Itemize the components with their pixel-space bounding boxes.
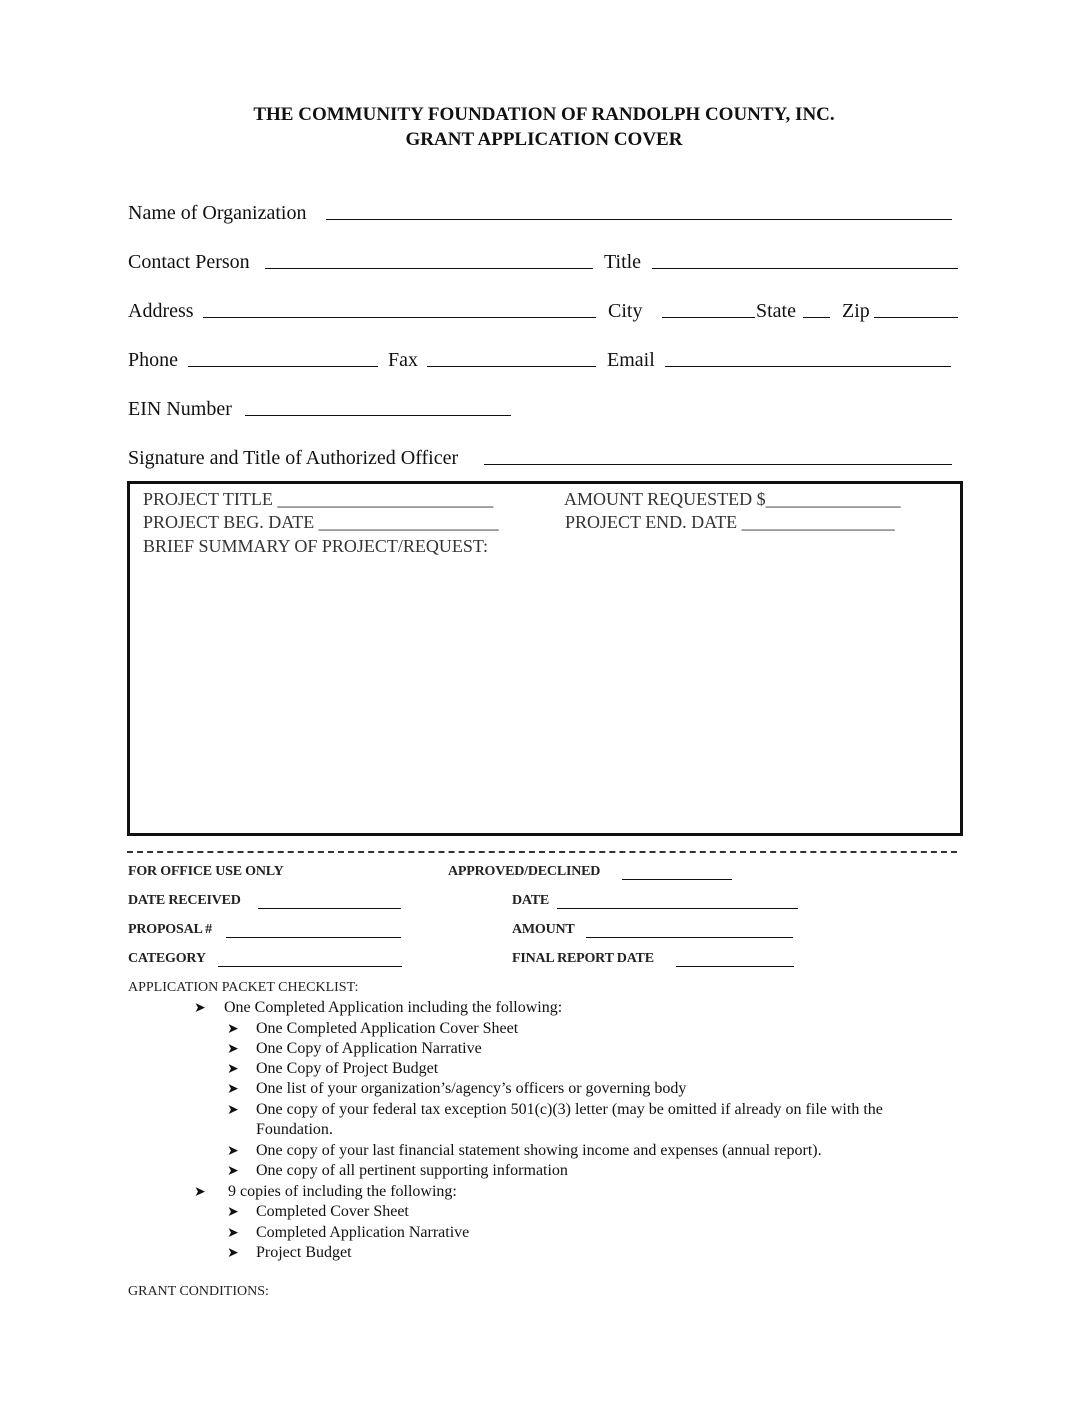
project-end-date-label[interactable]: PROJECT END. DATE _________________ <box>565 512 895 532</box>
title-field[interactable] <box>652 268 958 269</box>
ein-number-field[interactable] <box>245 415 511 416</box>
chevron-right-icon: ➤ <box>227 1103 239 1118</box>
amount-field[interactable] <box>586 937 793 938</box>
checklist-item: One Copy of Project Budget <box>256 1060 439 1077</box>
chevron-right-icon: ➤ <box>227 1042 239 1057</box>
proposal-label: PROPOSAL # <box>128 922 212 937</box>
phone-label: Phone <box>128 349 178 371</box>
city-field[interactable] <box>662 317 755 318</box>
state-label: State <box>756 300 796 322</box>
email-label: Email <box>607 349 655 371</box>
chevron-right-icon: ➤ <box>227 1205 239 1220</box>
final-report-date-field[interactable] <box>676 966 794 967</box>
zip-field[interactable] <box>874 317 958 318</box>
checklist-item: One list of your organization’s/agency’s officers or governing body <box>256 1080 687 1097</box>
project-box <box>127 481 963 836</box>
date-field[interactable] <box>557 908 798 909</box>
chevron-right-icon: ➤ <box>227 1246 239 1261</box>
date-label: DATE <box>512 893 550 908</box>
checklist-item: One Copy of Application Narrative <box>256 1040 482 1057</box>
document-subtitle: GRANT APPLICATION COVER <box>405 129 683 150</box>
final-report-date-label: FINAL REPORT DATE <box>512 951 654 966</box>
checklist-item: Project Budget <box>256 1244 352 1261</box>
checklist-item-continued: Foundation. <box>256 1121 333 1138</box>
amount-requested-label[interactable]: AMOUNT REQUESTED $_______________ <box>564 489 901 509</box>
ein-number-label: EIN Number <box>128 398 232 420</box>
contact-person-label: Contact Person <box>128 251 250 273</box>
name-of-organization-label: Name of Organization <box>128 202 307 224</box>
chevron-right-icon: ➤ <box>227 1144 239 1159</box>
checklist-item: One copy of all pertinent supporting information <box>256 1162 568 1179</box>
address-field[interactable] <box>203 317 596 318</box>
chevron-right-icon: ➤ <box>227 1226 239 1241</box>
office-divider <box>127 851 957 853</box>
brief-summary-label: BRIEF SUMMARY OF PROJECT/REQUEST: <box>143 536 489 556</box>
approved-declined-field[interactable] <box>622 879 732 880</box>
date-received-label: DATE RECEIVED <box>128 893 241 908</box>
chevron-right-icon: ➤ <box>227 1022 239 1037</box>
for-office-use-only-label: FOR OFFICE USE ONLY <box>128 864 284 879</box>
project-beg-date-label[interactable]: PROJECT BEG. DATE ____________________ <box>143 512 499 532</box>
category-label: CATEGORY <box>128 951 206 966</box>
title-label: Title <box>604 251 642 273</box>
fax-label: Fax <box>388 349 418 371</box>
proposal-field[interactable] <box>226 937 401 938</box>
chevron-right-icon: ➤ <box>194 1185 206 1200</box>
checklist-item: One Completed Application Cover Sheet <box>256 1020 519 1037</box>
fax-field[interactable] <box>427 366 596 367</box>
checklist-heading: APPLICATION PACKET CHECKLIST: <box>128 980 359 995</box>
email-field[interactable] <box>665 366 951 367</box>
name-of-organization-field[interactable] <box>326 219 952 220</box>
signature-field[interactable] <box>484 464 952 465</box>
checklist-item: Completed Cover Sheet <box>256 1203 409 1220</box>
checklist-item: One copy of your last financial statement showing income and expenses (annual report). <box>256 1142 822 1159</box>
contact-person-field[interactable] <box>265 268 593 269</box>
checklist-group-1: One Completed Application including the following: <box>224 999 563 1016</box>
project-title-label[interactable]: PROJECT TITLE ________________________ <box>143 489 494 509</box>
phone-field[interactable] <box>188 366 378 367</box>
document-title: THE COMMUNITY FOUNDATION OF RANDOLPH COUNTY, INC. <box>253 104 835 125</box>
approved-declined-label: APPROVED/DECLINED <box>448 864 601 879</box>
amount-label: AMOUNT <box>512 922 575 937</box>
checklist-item: One copy of your federal tax exception 501(c)(3) letter (may be omitted if already on file with the <box>256 1101 883 1118</box>
checklist-group-2: 9 copies of including the following: <box>228 1183 457 1200</box>
chevron-right-icon: ➤ <box>227 1082 239 1097</box>
chevron-right-icon: ➤ <box>227 1164 239 1179</box>
address-label: Address <box>128 300 194 322</box>
signature-label: Signature and Title of Authorized Officer <box>128 447 459 469</box>
category-field[interactable] <box>218 966 402 967</box>
zip-label: Zip <box>842 300 870 322</box>
chevron-right-icon: ➤ <box>227 1062 239 1077</box>
grant-conditions-heading: GRANT CONDITIONS: <box>128 1284 269 1299</box>
checklist-item: Completed Application Narrative <box>256 1224 470 1241</box>
state-field[interactable] <box>803 317 830 318</box>
city-label: City <box>608 300 643 322</box>
chevron-right-icon: ➤ <box>194 1001 206 1016</box>
date-received-field[interactable] <box>258 908 401 909</box>
